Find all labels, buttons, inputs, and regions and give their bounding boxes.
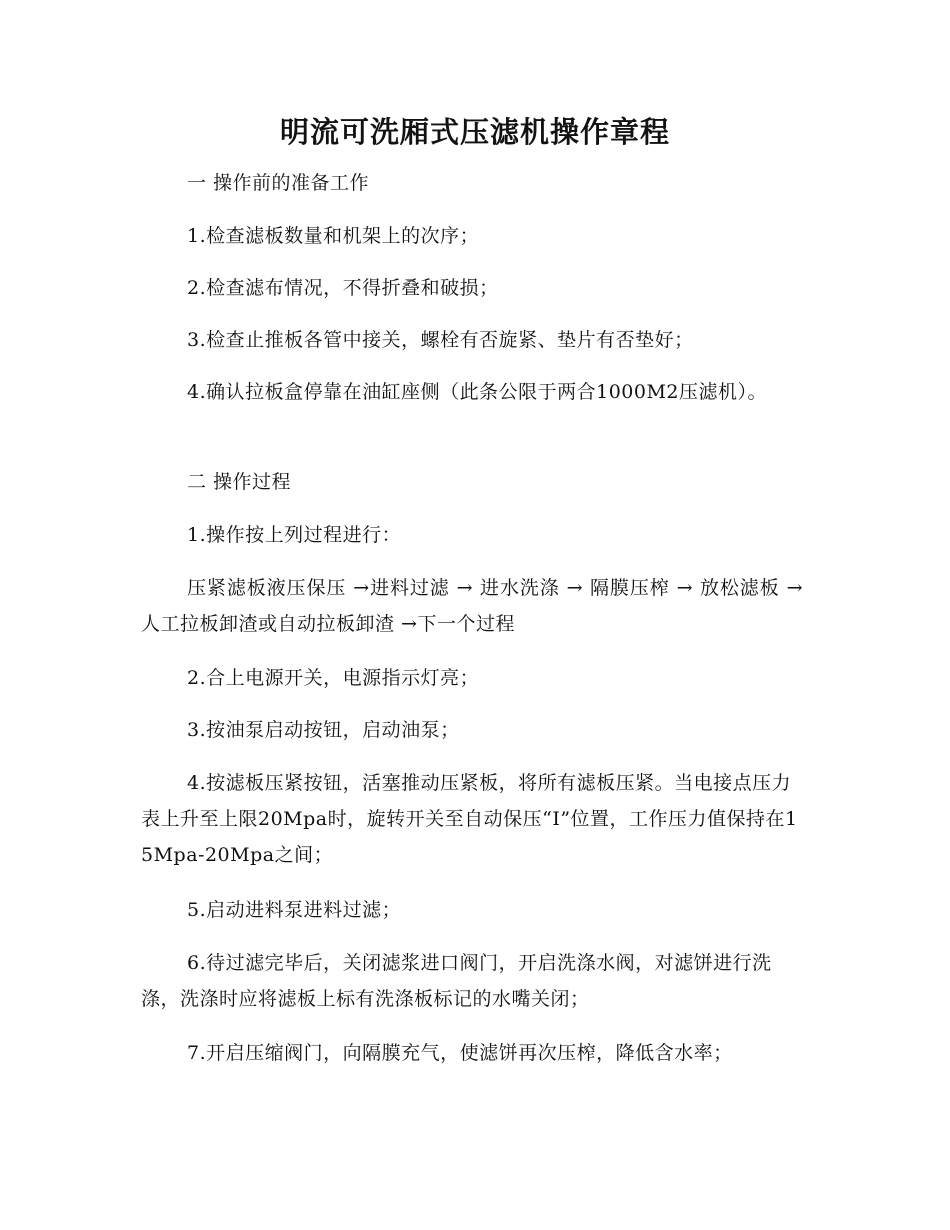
operation-item-1: 1.操作按上列过程进行： (187, 524, 402, 546)
operation-item-4: 4.按滤板压紧按钮，活塞推动压紧板，将所有滤板压紧。当电接点压力表上升至上限20Mpa时，旋转开关至自动保压“I”位置，工作压力值保持在15Mpa-20Mpa之间； (141, 772, 798, 866)
operation-item-7: 7.开启压缩阀门，向隔膜充气，使滤饼再次压榨，降低含水率； (187, 1042, 733, 1064)
section-heading-operation: 二 操作过程 (187, 471, 292, 493)
prep-item-2: 2.检查滤布情况，不得折叠和破损； (187, 277, 499, 299)
prep-item-3: 3.检查止推板各管中接关，螺栓有否旋紧、垫片有否垫好； (187, 329, 694, 351)
prep-item-1: 1.检查滤板数量和机架上的次序； (187, 225, 480, 247)
operation-item-5: 5.启动进料泵进料过滤； (187, 899, 402, 921)
operation-item-6: 6.待过滤完毕后，关闭滤浆进口阀门，开启洗涤水阀，对滤饼进行洗涤，洗涤时应将滤板上标有洗涤板标记的水嘴关闭； (141, 952, 772, 1010)
operation-item-3: 3.按油泵启动按钮，启动油泵； (187, 719, 460, 741)
operation-item-2: 2.合上电源开关，电源指示灯亮； (187, 667, 480, 689)
prep-item-4: 4.确认拉板盒停靠在油缸座侧（此条公限于两合1000M2压滤机）。 (187, 381, 768, 403)
document-title: 明流可洗厢式压滤机操作章程 (279, 115, 670, 149)
operation-flow: 压紧滤板液压保压 →进料过滤 → 进水洗涤 → 隔膜压榨 → 放松滤板 →人工拉板卸渣或自动拉板卸渣 →下一个过程 (141, 577, 803, 635)
section-heading-preparation: 一 操作前的准备工作 (187, 172, 370, 194)
